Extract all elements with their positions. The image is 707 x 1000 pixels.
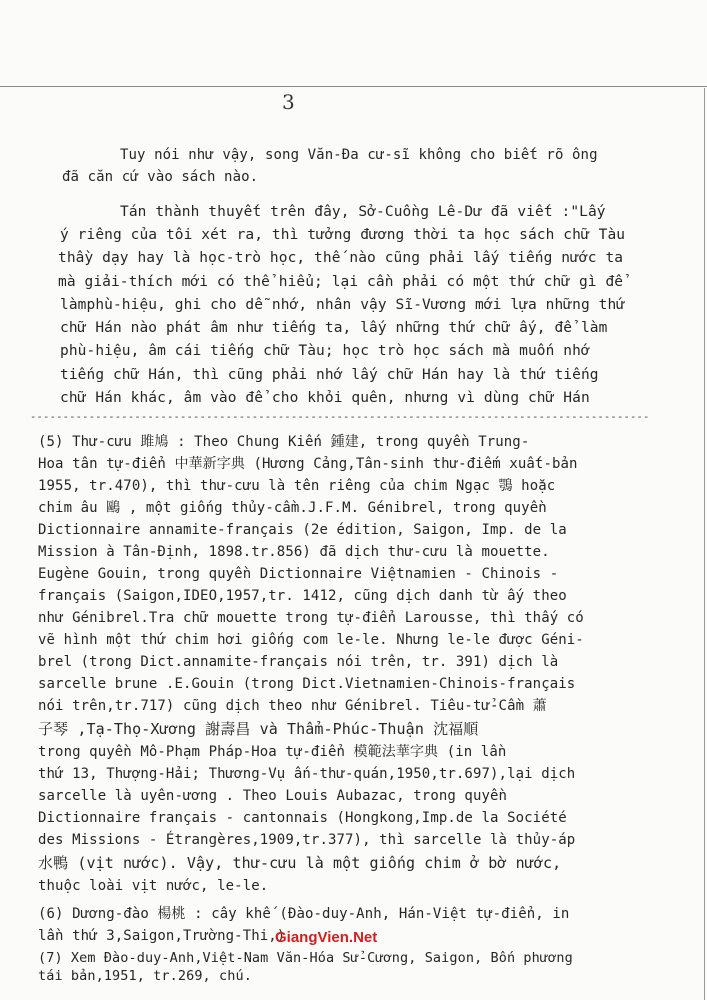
footnote-line: sarcelle là uyên-ương . Theo Louis Aubazac, trong quyền <box>38 788 508 804</box>
right-edge-rule <box>704 88 705 1000</box>
body-line: chữ Hán khác, âm vào để cho khỏi quên, nhưng vì dùng chữ Hán <box>60 390 590 406</box>
body-line: ý riêng của tôi xét ra, thì tưởng đương thời ta học sách chữ Tàu <box>60 227 626 243</box>
body-line: mà giải-thích mới có thể hiểu; lại cần phải có một thứ chữ gì để <box>58 274 624 290</box>
body-line: Tuy nói như vậy, song Văn-Đa cư-sĩ không cho biết rõ ông <box>120 147 598 163</box>
footnote-line: français (Saigon,IDEO,1957,tr. 1412, cũng dịch danh từ ấy theo <box>38 588 567 604</box>
body-line: phù-hiệu, âm cái tiếng chữ Tàu; học trò học sách mà muốn nhớ <box>60 343 590 359</box>
footnote-6-line: (6) Dương-đào 楊桃 : cây khế (Đào-duy-Anh, Hán-Việt tự-điển, in <box>38 906 570 922</box>
footnote-line: 水鴨 (vịt nước). Vậy, thư-cưu là một giống chim ở bờ nước, <box>38 854 562 872</box>
footnote-line: chim âu 鷗 , một giống thủy-cầm.J.F.M. Génibrel, trong quyền <box>38 500 547 516</box>
footnote-line: des Missions - Étrangères,1909,tr.377), thì sarcelle là thủy-áp <box>38 832 576 848</box>
footnote-line: 1955, tr.470), thì thư-cưu là tên riêng của chim Ngạc 鶚 hoặc <box>38 478 556 494</box>
body-line: đã căn cứ vào sách nào. <box>62 169 259 185</box>
page-number: 3 <box>282 90 295 114</box>
footnote-line: Eugène Gouin, trong quyền Dictionnaire Việtnamien - Chinois - <box>38 566 559 582</box>
footnote-line: Dictionnaire français - cantonnais (Hongkong,Imp.de la Société <box>38 810 567 826</box>
footnote-line: thuộc loài vịt nước, le-le. <box>38 878 269 894</box>
body-line: làmphù-hiệu, ghi cho dễ nhớ, nhân vậy Sĩ-Vương mới lựa những thứ <box>60 297 626 313</box>
footnote-line: thứ 13, Thượng-Hải; Thương-Vụ ấn-thư-quán,1950,tr.697),lại dịch <box>38 766 576 782</box>
footnote-line: Mission à Tân-Định, 1898.tr.856) đã dịch thư-cưu là mouette. <box>38 544 550 560</box>
footnote-line: (5) Thư-cưu 雎鳩 : Theo Chung Kiến 鍾建, trong quyền Trung- <box>38 434 530 450</box>
footnote-line: nói trên,tr.717) cũng dịch theo như Génibrel. Tiêu-tử-Cầm 蕭 <box>38 698 547 714</box>
watermark: GiangVien.Net <box>275 929 378 946</box>
footnote-line: như Génibrel.Tra chữ mouette trong tự-điển Larousse, thì thấy có <box>38 610 584 626</box>
footnote-7-line: (7) Xem Đào-duy-Anh,Việt-Nam Văn-Hóa Sử-Cương, Saigon, Bốn phương <box>38 950 573 966</box>
footnote-line: vẽ hình một thứ chim hơi giống com le-le. Nhưng le-le được Géni- <box>38 632 584 648</box>
body-line: Tán thành thuyết trên đây, Sở-Cuồng Lê-Dư đã viết :"Lấy <box>120 204 606 220</box>
footnote-6-line: lần thứ 3,Saigon,Trường-Thi,) <box>38 928 286 944</box>
top-rule <box>0 86 707 87</box>
body-line: chữ Hán nào phát âm như tiếng ta, lấy những thứ chữ ấy, để làm <box>60 320 608 336</box>
footnote-line: sarcelle brune .E.Gouin (trong Dict.Vietnamien-Chinois-français <box>38 676 576 692</box>
footnote-line: Dictionnaire annamite-français (2e édition, Saigon, Imp. de la <box>38 522 567 538</box>
footnote-line: Hoa tân tự-điển 中華新字典 (Hương Cảng,Tân-sinh thư-điếm xuất-bản <box>38 456 578 472</box>
footnote-7-line: tái bản,1951, tr.269, chú. <box>38 968 252 984</box>
footnote-line: brel (trong Dict.annamite-français nói trên, tr. 391) dịch là <box>38 654 559 670</box>
body-line: thầy dạy hay là học-trò học, thế nào cũng phải lấy tiếng nước ta <box>58 250 624 266</box>
body-line: tiếng chữ Hán, thì cũng phải nhớ lấy chữ Hán hay là thứ tiếng <box>60 367 599 383</box>
footnote-line: trong quyền Mô-Phạm Pháp-Hoa tự-điển 模範法華字典 (in lần <box>38 744 507 760</box>
footnote-separator: ----------------------------------------------------------------------------------------------- <box>30 411 650 423</box>
footnote-line: 子琴 ,Tạ-Thọ-Xương 謝壽昌 và Thẩm-Phúc-Thuận 沈福順 <box>38 720 479 738</box>
